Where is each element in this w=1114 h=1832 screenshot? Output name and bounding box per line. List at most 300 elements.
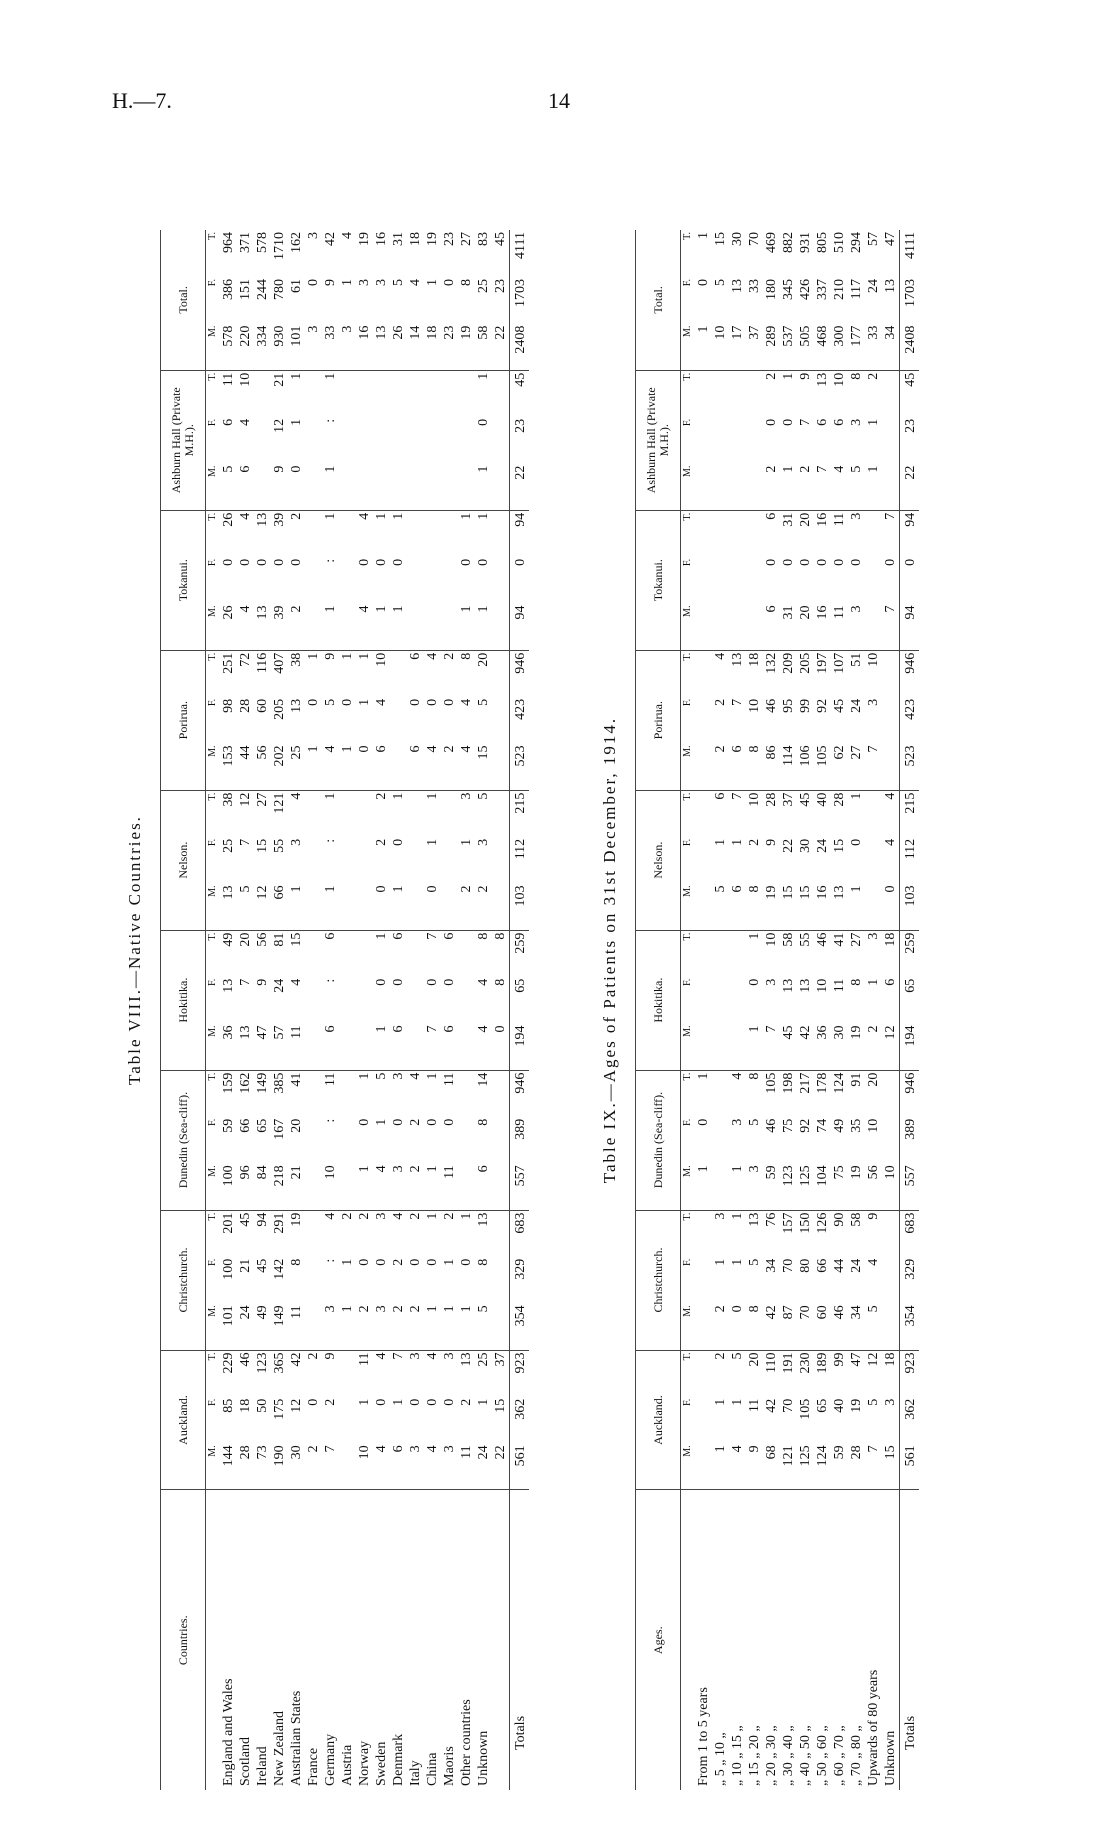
totals-cell: 946 xyxy=(900,1070,920,1117)
table-cell: 2 xyxy=(390,1303,407,1350)
row-label: From 1 to 5 years xyxy=(696,1687,711,1786)
table-cell: 4 xyxy=(357,512,372,520)
table-ix-block xyxy=(595,110,919,1790)
table-cell: 7 xyxy=(865,744,882,791)
mft-label: T. xyxy=(682,932,693,941)
table-cell: 20 xyxy=(476,652,491,667)
table-cell: 1 xyxy=(357,1072,372,1080)
table-cell: 578 xyxy=(220,324,237,371)
table-cell: 0 xyxy=(238,558,253,566)
table-cell: 15 xyxy=(255,838,270,853)
table-cell: 45 xyxy=(238,1212,253,1227)
table-cell xyxy=(746,510,763,557)
table-cell xyxy=(492,650,510,697)
table-cell: 1 xyxy=(866,978,881,986)
mft-label: T. xyxy=(207,372,218,381)
table-cell xyxy=(712,1163,729,1210)
table-cell: 19 xyxy=(357,232,372,246)
table-cell: 123 xyxy=(255,1352,270,1374)
table-cell: 6 xyxy=(729,744,746,791)
table-cell: 0 xyxy=(442,1118,457,1126)
row-label: Sweden xyxy=(374,1741,389,1786)
table-cell: 15 xyxy=(713,232,728,246)
table-cell: 7 xyxy=(798,418,813,426)
table-row xyxy=(339,230,356,1790)
table-cell xyxy=(407,510,424,557)
table-cell: 1 xyxy=(476,372,491,380)
column-header: Porirua. xyxy=(161,650,206,790)
table-cell: 110 xyxy=(764,1352,779,1374)
table-cell: 57 xyxy=(866,232,881,246)
table-cell: 1 xyxy=(357,652,372,660)
table-cell: 2 xyxy=(865,1023,882,1070)
table-cell xyxy=(305,604,322,651)
mft-label: T. xyxy=(207,652,218,661)
table-cell xyxy=(882,1117,900,1164)
table-cell: 426 xyxy=(798,278,813,300)
table-cell: 2 xyxy=(305,1443,322,1490)
totals-cell: 112 xyxy=(510,837,530,884)
table-cell xyxy=(865,837,882,884)
table-cell: 76 xyxy=(764,1212,779,1227)
table-cell xyxy=(458,1023,475,1070)
table-cell: 2 xyxy=(340,1212,355,1220)
table-cell: 4 xyxy=(883,838,898,846)
table-cell: 2 xyxy=(408,1212,423,1220)
table-cell xyxy=(695,1023,712,1070)
mft-label: T. xyxy=(207,512,218,521)
table-cell: 10 xyxy=(747,698,762,713)
table-cell: 4 xyxy=(476,978,491,986)
table-cell: 2 xyxy=(407,1163,424,1210)
table-cell xyxy=(458,977,475,1024)
row-label: Denmark xyxy=(391,1733,406,1786)
mft-label: F. xyxy=(207,978,218,987)
mft-label: F. xyxy=(682,1118,693,1127)
column-header: Ashburn Hall (Private M.H.). xyxy=(636,370,681,510)
table-cell: 3 xyxy=(866,698,881,706)
table-cell xyxy=(339,977,356,1024)
table-cell: 7 xyxy=(238,838,253,846)
table-cell xyxy=(305,1210,322,1257)
table-cell: 2 xyxy=(475,883,492,930)
table-cell xyxy=(424,417,441,464)
table-cell xyxy=(729,464,746,511)
table-cell: 13 xyxy=(476,1212,491,1227)
table-cell xyxy=(458,1117,475,1164)
row-label: „ 5 „ 10 „ xyxy=(713,1732,728,1786)
totals-cell: 1703 xyxy=(510,277,530,324)
table-cell xyxy=(492,417,510,464)
totals-cell: 0 xyxy=(510,557,530,604)
table-cell: 70 xyxy=(781,1258,796,1273)
table-cell xyxy=(712,1023,729,1070)
table-cell xyxy=(390,697,407,744)
table-cell: 7 xyxy=(425,932,440,940)
totals-cell: 103 xyxy=(510,883,530,930)
table-cell: 0 xyxy=(391,1118,406,1126)
table-cell: 1 xyxy=(323,372,338,380)
table-cell: 1 xyxy=(356,1163,373,1210)
totals-cell: 45 xyxy=(510,370,530,417)
table-cell: 3 xyxy=(866,932,881,940)
table-cell: 0 xyxy=(374,1398,389,1406)
table-cell: 92 xyxy=(815,698,830,713)
table-cell: 0 xyxy=(408,698,423,706)
mft-label: F. xyxy=(682,838,693,847)
table-cell xyxy=(305,557,322,604)
table-cell: 0 xyxy=(374,1258,389,1266)
table-viii-title: Table VIII.—Native Countries. xyxy=(125,815,144,1085)
table-cell: 1 xyxy=(425,1072,440,1080)
table-cell: 5 xyxy=(866,1398,881,1406)
table-cell: : xyxy=(323,1118,338,1123)
table-cell: 75 xyxy=(831,1163,848,1210)
table-ix-title: Table IX.—Ages of Patients on 31st December, 1914. xyxy=(600,716,619,1184)
table-cell xyxy=(492,837,510,884)
table-cell: 780 xyxy=(272,278,287,300)
table-cell: 24 xyxy=(237,1303,254,1350)
page-code: H.—7. xyxy=(112,88,172,113)
table-cell: 0 xyxy=(424,883,441,930)
table-cell: 101 xyxy=(288,324,305,371)
table-cell xyxy=(305,417,322,464)
totals-cell: 94 xyxy=(510,604,530,651)
row-label: Australian States xyxy=(289,1690,304,1786)
table-cell: 201 xyxy=(221,1212,236,1234)
table-row xyxy=(746,230,763,1790)
table-cell: 1 xyxy=(713,838,728,846)
table-cell: 0 xyxy=(798,558,813,566)
table-cell: 2 xyxy=(797,464,814,511)
totals-cell: 557 xyxy=(900,1163,920,1210)
table-cell: 334 xyxy=(254,324,271,371)
table-cell: 66 xyxy=(815,1258,830,1273)
table-cell: 90 xyxy=(832,1212,847,1227)
table-cell xyxy=(729,557,746,604)
column-header: Christchurch. xyxy=(161,1210,206,1350)
table-cell: 4 xyxy=(425,652,440,660)
table-cell xyxy=(339,1163,356,1210)
table-cell: 33 xyxy=(865,324,882,371)
table-cell: 5 xyxy=(712,883,729,930)
table-cell: 142 xyxy=(272,1258,287,1280)
table-cell: 1 xyxy=(391,512,406,520)
table-row xyxy=(882,230,900,1790)
table-cell: 70 xyxy=(781,1398,796,1413)
table-cell: 5 xyxy=(747,1258,762,1266)
table-cell: 0 xyxy=(425,1258,440,1266)
table-cell: 217 xyxy=(798,1072,813,1094)
table-cell xyxy=(458,370,475,417)
totals-row xyxy=(900,230,920,1790)
table-cell: 107 xyxy=(832,652,847,674)
table-cell: 8 xyxy=(459,652,474,660)
table-cell: 4 xyxy=(340,232,355,239)
table-cell: 16 xyxy=(356,324,373,371)
table-cell: 62 xyxy=(831,744,848,791)
table-row xyxy=(373,230,390,1790)
table-cell xyxy=(356,930,373,977)
row-label: „ 30 „ 40 „ xyxy=(781,1725,796,1786)
table-cell: 149 xyxy=(255,1072,270,1094)
table-cell: 209 xyxy=(781,652,796,674)
table-cell: 4 xyxy=(374,1352,389,1360)
table-cell: 45 xyxy=(780,1023,797,1070)
table-cell: 469 xyxy=(764,232,779,253)
table-cell xyxy=(695,510,712,557)
table-cell xyxy=(407,417,424,464)
mft-label: M. xyxy=(206,1443,221,1490)
table-cell xyxy=(746,417,763,464)
table-cell: 124 xyxy=(832,1072,847,1094)
table-cell xyxy=(441,464,458,511)
column-header: Dunedin (Sea-cliff). xyxy=(161,1070,206,1210)
table-cell xyxy=(407,930,424,977)
table-cell: 1 xyxy=(475,464,492,511)
table-cell xyxy=(712,930,729,977)
table-cell: 3 xyxy=(746,1163,763,1210)
table-cell: 230 xyxy=(798,1352,813,1374)
table-cell: 0 xyxy=(729,1303,746,1350)
table-cell: 86 xyxy=(763,744,780,791)
table-cell xyxy=(695,790,712,837)
table-cell: 205 xyxy=(798,652,813,674)
totals-cell: 389 xyxy=(900,1117,920,1164)
totals-label: Totals xyxy=(900,1490,920,1790)
table-cell: 21 xyxy=(238,1258,253,1273)
table-cell: 13 xyxy=(221,978,236,993)
mft-label: F. xyxy=(682,1398,693,1406)
table-cell xyxy=(305,1070,322,1117)
table-cell: 5 xyxy=(730,1352,745,1360)
table-row xyxy=(797,230,814,1790)
mft-label: M. xyxy=(681,1023,696,1070)
table-cell: 85 xyxy=(221,1398,236,1413)
table-cell: 30 xyxy=(831,1023,848,1070)
table-cell: 3 xyxy=(848,604,865,651)
totals-cell: 354 xyxy=(900,1303,920,1350)
table-cell: 1 xyxy=(390,883,407,930)
table-cell: 105 xyxy=(764,1072,779,1094)
table-cell: 0 xyxy=(492,1023,510,1070)
table-cell: 8 xyxy=(849,372,864,380)
table-cell: 19 xyxy=(849,1398,864,1413)
table-cell: 11 xyxy=(221,372,236,387)
table-cell: 13 xyxy=(781,978,796,993)
table-cell: 7 xyxy=(391,1352,406,1360)
row-label: „ 20 „ 30 „ xyxy=(764,1725,779,1786)
table-cell xyxy=(695,1397,712,1444)
table-cell: 121 xyxy=(272,792,287,814)
table-cell: 4 xyxy=(322,744,339,791)
table-cell: 28 xyxy=(764,792,779,807)
table-cell: 11 xyxy=(323,1072,338,1087)
table-cell: 385 xyxy=(272,1072,287,1094)
table-cell xyxy=(458,417,475,464)
mft-label: T. xyxy=(682,652,693,661)
table-cell: 0 xyxy=(373,883,390,930)
totals-cell: 683 xyxy=(510,1210,530,1257)
table-cell: 20 xyxy=(797,604,814,651)
mft-label: M. xyxy=(681,604,696,651)
table-cell: 23 xyxy=(493,278,508,293)
table-cell: 10 xyxy=(815,978,830,993)
table-cell: 15 xyxy=(289,932,304,947)
table-cell xyxy=(356,464,373,511)
mft-label: M. xyxy=(681,1443,696,1490)
table-cell xyxy=(339,930,356,977)
mft-label: T. xyxy=(682,232,693,240)
table-cell: 1 xyxy=(730,838,745,846)
table-cell: 49 xyxy=(832,1118,847,1133)
row-label: England and Wales xyxy=(221,1678,236,1786)
table-cell: 1 xyxy=(339,744,356,791)
table-cell: 2 xyxy=(408,1118,423,1126)
table-cell: 2 xyxy=(763,464,780,511)
table-cell xyxy=(339,604,356,651)
table-cell xyxy=(712,510,729,557)
table-cell: 49 xyxy=(254,1303,271,1350)
table-cell: 3 xyxy=(289,838,304,846)
page-number: 14 xyxy=(548,88,570,113)
table-cell: 294 xyxy=(849,232,864,253)
column-header: Nelson. xyxy=(636,790,681,930)
table-cell xyxy=(695,464,712,511)
table-cell: 7 xyxy=(322,1443,339,1490)
table-cell xyxy=(492,1303,510,1350)
totals-cell: 523 xyxy=(510,744,530,791)
mft-label: F. xyxy=(682,278,693,287)
table-cell xyxy=(424,557,441,604)
table-cell xyxy=(458,1070,475,1117)
table-cell xyxy=(373,464,390,511)
table-cell: 11 xyxy=(747,1398,762,1413)
table-cell: 9 xyxy=(866,1212,881,1220)
table-cell: 28 xyxy=(238,698,253,713)
table-cell: 153 xyxy=(220,744,237,791)
table-row xyxy=(322,230,339,1790)
table-cell xyxy=(695,697,712,744)
table-row xyxy=(831,230,848,1790)
table-row xyxy=(356,230,373,1790)
table-cell: 13 xyxy=(730,652,745,667)
table-cell: 10 xyxy=(374,652,389,667)
table-cell: 11 xyxy=(288,1303,305,1350)
table-cell: 805 xyxy=(815,232,830,253)
table-row xyxy=(220,230,237,1790)
table-cell: 1710 xyxy=(272,232,287,260)
mft-row xyxy=(681,230,696,1790)
column-header: Total. xyxy=(636,230,681,370)
table-cell: 57 xyxy=(271,1023,288,1070)
table-cell: 15 xyxy=(475,744,492,791)
totals-cell: 423 xyxy=(510,697,530,744)
table-cell: 1 xyxy=(849,792,864,800)
row-label: Other countries xyxy=(459,1699,474,1786)
table-cell: 220 xyxy=(237,324,254,371)
table-cell: 0 xyxy=(356,744,373,791)
row-label: Ireland xyxy=(255,1746,270,1786)
table-cell: 35 xyxy=(849,1118,864,1133)
table-cell: 59 xyxy=(221,1118,236,1133)
table-cell: 0 xyxy=(442,278,457,286)
table-cell: 15 xyxy=(797,883,814,930)
table-cell: 42 xyxy=(289,1352,304,1367)
table-cell: 6 xyxy=(883,978,898,986)
table-cell: 4 xyxy=(237,604,254,651)
totals-cell: 215 xyxy=(900,790,920,837)
table-cell: 1 xyxy=(340,652,355,660)
table-cell: 45 xyxy=(493,232,508,246)
totals-cell: 523 xyxy=(900,744,920,791)
table-cell: 33 xyxy=(747,278,762,293)
row-label: „ 60 „ 70 „ xyxy=(832,1725,847,1786)
table-cell: 1 xyxy=(323,792,338,800)
table-cell: 191 xyxy=(781,1352,796,1374)
table-cell xyxy=(441,883,458,930)
column-header: Dunedin (Sea-cliff). xyxy=(636,1070,681,1210)
table-cell: 94 xyxy=(255,1212,270,1227)
table-cell: 23 xyxy=(441,324,458,371)
table-cell: 1 xyxy=(323,512,338,520)
table-cell: 289 xyxy=(763,324,780,371)
table-cell: 24 xyxy=(815,838,830,853)
table-cell: 9 xyxy=(323,652,338,660)
table-cell: 106 xyxy=(797,744,814,791)
table-cell: 83 xyxy=(476,232,491,246)
table-cell: 149 xyxy=(271,1303,288,1350)
table-cell xyxy=(729,977,746,1024)
table-cell: 40 xyxy=(815,792,830,807)
mft-label: F. xyxy=(207,418,218,427)
table-cell: 9 xyxy=(764,838,779,846)
table-cell: 4 xyxy=(408,1072,423,1080)
row-label: France xyxy=(306,1747,321,1786)
table-cell: 49 xyxy=(221,932,236,947)
table-cell: 19 xyxy=(289,1212,304,1227)
table-row xyxy=(475,230,492,1790)
table-cell xyxy=(882,464,900,511)
table-cell xyxy=(407,604,424,651)
totals-cell: 194 xyxy=(510,1023,530,1070)
table-cell: 46 xyxy=(831,1303,848,1350)
row-label: „ 50 „ 60 „ xyxy=(815,1725,830,1786)
table-cell: 202 xyxy=(271,744,288,791)
mft-label: T. xyxy=(207,792,218,801)
mft-label: T. xyxy=(682,792,693,801)
table-cell: 0 xyxy=(306,278,321,286)
mft-label: T. xyxy=(682,1212,693,1221)
table-cell: 1 xyxy=(339,1303,356,1350)
totals-cell: 389 xyxy=(510,1117,530,1164)
totals-cell: 2408 xyxy=(510,324,530,371)
table-cell: 9 xyxy=(798,372,813,380)
table-cell xyxy=(305,1117,322,1164)
totals-cell: 45 xyxy=(900,370,920,417)
table-cell: 41 xyxy=(832,932,847,947)
table-cell: 65 xyxy=(255,1118,270,1133)
table-cell: 101 xyxy=(220,1303,237,1350)
table-cell: 197 xyxy=(815,652,830,674)
table-cell xyxy=(356,837,373,884)
table-cell: 12 xyxy=(882,1023,900,1070)
table-cell xyxy=(407,370,424,417)
table-cell: 1 xyxy=(476,1398,491,1406)
table-cell xyxy=(441,370,458,417)
table-cell: 1 xyxy=(729,1163,746,1210)
table-cell: 59 xyxy=(831,1443,848,1490)
